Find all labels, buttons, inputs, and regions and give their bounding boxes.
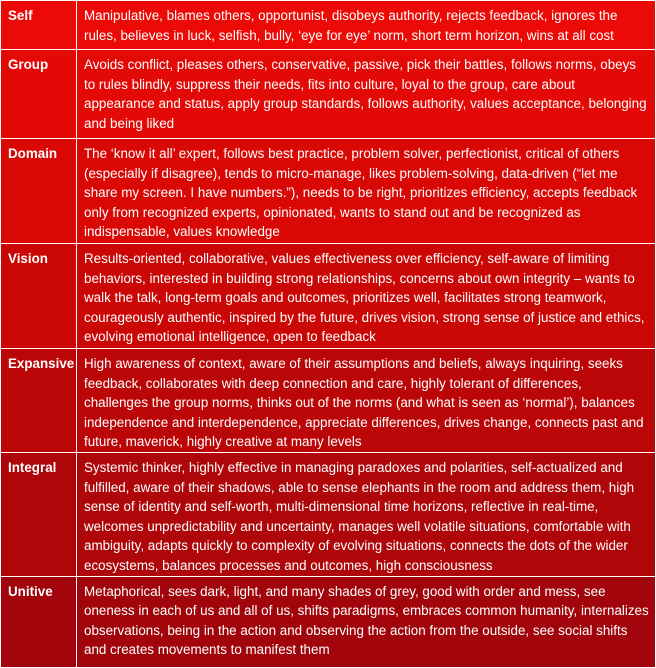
- level-label: Unitive: [1, 576, 77, 667]
- table-row: [1, 453, 656, 577]
- level-label: Self: [1, 1, 77, 50]
- level-description: High awareness of context, aware of their assumptions and beliefs, always inquiring, seeks feedback, collaborates with deep connection and care, highly tolerant of differences, challenges the group norms, thinks out of the norms (and what is seen as ‘normal’), balances independence and interdependence, appreciate differences, drives change, connects past and future, maverick, highly creative at many levels: [77, 349, 656, 453]
- level-description: Avoids conflict, pleases others, conservative, passive, pick their battles, follows norms, obeys to rules blindly, suppress their needs, fits into culture, loyal to the group, care about appearance and status, apply group standards, follows authority, values acceptance, belonging and being liked: [77, 50, 656, 139]
- table-row: [1, 1, 656, 50]
- level-description: Results-oriented, collaborative, values effectiveness over efficiency, self-aware of limiting behaviors, interested in building strong relationships, concerns about own integrity – wants to walk the talk, long-term goals and outcomes, prioritizes well, facilitates strong teamwork, courageously authentic, inspired by the future, drives vision, strong sense of justice and ethics, evolving emotional intelligence, open to feedback: [77, 244, 656, 349]
- level-label: Vision: [1, 244, 77, 349]
- level-label: Integral: [1, 453, 77, 577]
- level-label: Expansive: [1, 349, 77, 453]
- table-row: [1, 244, 656, 349]
- level-description: Systemic thinker, highly effective in managing paradoxes and polarities, self-actualized and fulfilled, aware of their shadows, able to sense elephants in the room and address them, high sense of identity and self-worth, multi-dimensional time horizons, reflective in real-time, welcomes unpredictability and uncertainty, manages well volatile situations, comfortable with ambiguity, adapts quickly to complexity of evolving situations, connects the dots of the wider ecosystems, balances processes and outcomes, high consciousness: [77, 453, 656, 577]
- level-label: Domain: [1, 139, 77, 244]
- level-description: The ‘know it all’ expert, follows best practice, problem solver, perfectionist, critical of others (especially if disagree), tends to micro-manage, likes problem-solving, data-driven (“let me share my screen. I have numbers.”), needs to be right, prioritizes efficiency, accepts feedback only from recognized experts, opinionated, wants to stand out and be recognized as indispensable, values knowledge: [77, 139, 656, 244]
- level-label: Group: [1, 50, 77, 139]
- table-row: [1, 50, 656, 139]
- level-description: Manipulative, blames others, opportunist, disobeys authority, rejects feedback, ignores the rules, believes in luck, selfish, bully, ‘eye for eye’ norm, short term horizon, wins at all cost: [77, 1, 656, 50]
- table-row: [1, 139, 656, 244]
- level-description: Metaphorical, sees dark, light, and many shades of grey, good with order and mess, see oneness in each of us and all of us, shifts paradigms, embraces common humanity, internalizes observations, being in the action and observing the action from the outside, see social shifts and creates movements to manifest them: [77, 576, 656, 667]
- table-row: [1, 349, 656, 453]
- table-row: [1, 576, 656, 667]
